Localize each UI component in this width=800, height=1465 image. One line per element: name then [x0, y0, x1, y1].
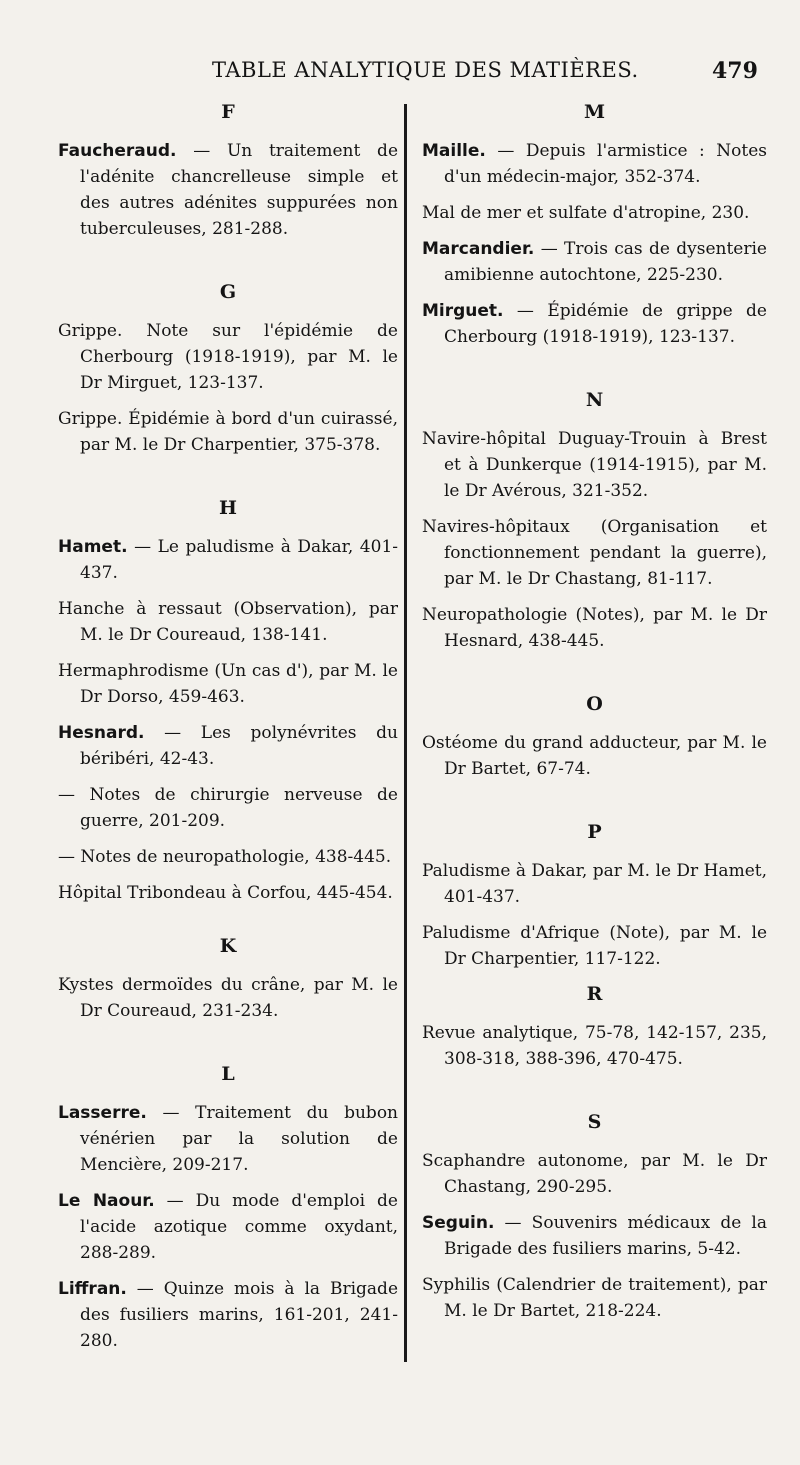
index-entry: Neuropathologie (Notes), par M. le Dr Hesnard, 438-445. — [422, 605, 767, 651]
index-entry — [422, 1210, 767, 1262]
entry-author: Hamet. — [58, 537, 128, 557]
index-entry: Hanche à ressaut (Observation), par M. le Dr Coureaud, 138-141. — [58, 599, 398, 645]
entry-text: — Un traitement de l'adénite chancrelleuse simple et des autres adénites suppurées non tuberculeuses, 281-288. — [80, 141, 398, 239]
running-header — [0, 56, 800, 88]
index-entry: Navire-hôpital Duguay-Trouin à Brest et à Dunkerque (1914-1915), par M. le Dr Avérous, 321-352. — [422, 429, 767, 501]
entry-author: Le Naour. — [58, 1191, 155, 1211]
index-entry: Grippe. Note sur l'épidémie de Cherbourg (1918-1919), par M. le Dr Mirguet, 123-137. — [58, 321, 398, 393]
right-column — [422, 100, 767, 1334]
index-entry — [58, 534, 398, 586]
entry-text: — Souvenirs médicaux de la Brigade des fusiliers marins, 5-42. — [444, 1213, 767, 1259]
index-entry — [422, 138, 767, 190]
index-entry: Ostéome du grand adducteur, par M. le Dr Bartet, 67-74. — [422, 733, 767, 779]
column-divider — [404, 104, 407, 1362]
page-number: 479 — [712, 58, 758, 84]
index-entry — [58, 138, 398, 242]
entry-text: — Du mode d'emploi de l'acide azotique comme oxydant, 288-289. — [80, 1191, 398, 1263]
index-entry — [58, 1188, 398, 1266]
section-letter-s: S — [587, 1111, 602, 1133]
index-entry — [58, 720, 398, 772]
index-entry: Scaphandre autonome, par M. le Dr Chastang, 290-295. — [422, 1151, 767, 1197]
index-entry: Revue analytique, 75-78, 142-157, 235, 308-318, 388-396, 470-475. — [422, 1023, 767, 1069]
index-entry — [422, 236, 767, 288]
index-entry — [58, 1276, 398, 1354]
section-letter-n: N — [585, 389, 604, 411]
section-letter-o: O — [586, 693, 603, 715]
section-letter-l: L — [221, 1063, 235, 1085]
left-column — [58, 100, 398, 1364]
section-letter-f: F — [221, 101, 235, 123]
index-entry: Syphilis (Calendrier de traitement), par M. le Dr Bartet, 218-224. — [422, 1275, 767, 1321]
entry-author: Hesnard. — [58, 723, 145, 743]
section-letter-h: H — [219, 497, 237, 519]
section-letter-r: R — [586, 983, 603, 1005]
index-entry: Hôpital Tribondeau à Corfou, 445-454. — [58, 883, 393, 903]
section-letter-k: K — [219, 935, 237, 957]
entry-author: Maille. — [422, 141, 486, 161]
section-letter-p: P — [587, 821, 602, 843]
entry-text: — Quinze mois à la Brigade des fusiliers marins, 161-201, 241-280. — [80, 1279, 398, 1351]
page-title: TABLE ANALYTIQUE DES MATIÈRES. — [212, 58, 639, 82]
index-entry — [422, 298, 767, 350]
entry-text: — Depuis l'armistice : Notes d'un médecin-major, 352-374. — [444, 141, 767, 187]
index-entry: — Notes de neuropathologie, 438-445. — [58, 847, 392, 867]
entry-author: Lasserre. — [58, 1103, 147, 1123]
entry-text: — Les polynévrites du béribéri, 42-43. — [80, 723, 398, 769]
index-entry: Paludisme à Dakar, par M. le Dr Hamet, 401-437. — [422, 861, 767, 907]
entry-author: Liffran. — [58, 1279, 127, 1299]
index-entry: Paludisme d'Afrique (Note), par M. le Dr Charpentier, 117-122. — [422, 923, 767, 969]
entry-author: Seguin. — [422, 1213, 495, 1233]
entry-text: — Le paludisme à Dakar, 401-437. — [80, 537, 398, 583]
index-entry — [58, 1100, 398, 1178]
index-entry: Grippe. Épidémie à bord d'un cuirassé, par M. le Dr Charpentier, 375-378. — [58, 409, 398, 455]
index-entry: Kystes dermoïdes du crâne, par M. le Dr Coureaud, 231-234. — [58, 975, 398, 1021]
entry-text: — Traitement du bubon vénérien par la solution de Mencière, 209-217. — [80, 1103, 398, 1175]
entry-author: Faucheraud. — [58, 141, 177, 161]
entry-author: Marcandier. — [422, 239, 535, 259]
index-entry: Mal de mer et sulfate d'atropine, 230. — [422, 203, 750, 223]
index-entry: — Notes de chirurgie nerveuse de guerre, 201-209. — [58, 785, 398, 831]
entry-text: — Trois cas de dysenterie amibienne autochtone, 225-230. — [444, 239, 767, 285]
entry-text: — Épidémie de grippe de Cherbourg (1918-1919), 123-137. — [444, 301, 767, 347]
section-letter-g: G — [219, 281, 237, 303]
entry-author: Mirguet. — [422, 301, 504, 321]
index-entry: Hermaphrodisme (Un cas d'), par M. le Dr Dorso, 459-463. — [58, 661, 398, 707]
section-letter-m: M — [583, 101, 606, 123]
index-entry: Navires-hôpitaux (Organisation et fonctionnement pendant la guerre), par M. le Dr Chastang, 81-117. — [422, 517, 767, 589]
